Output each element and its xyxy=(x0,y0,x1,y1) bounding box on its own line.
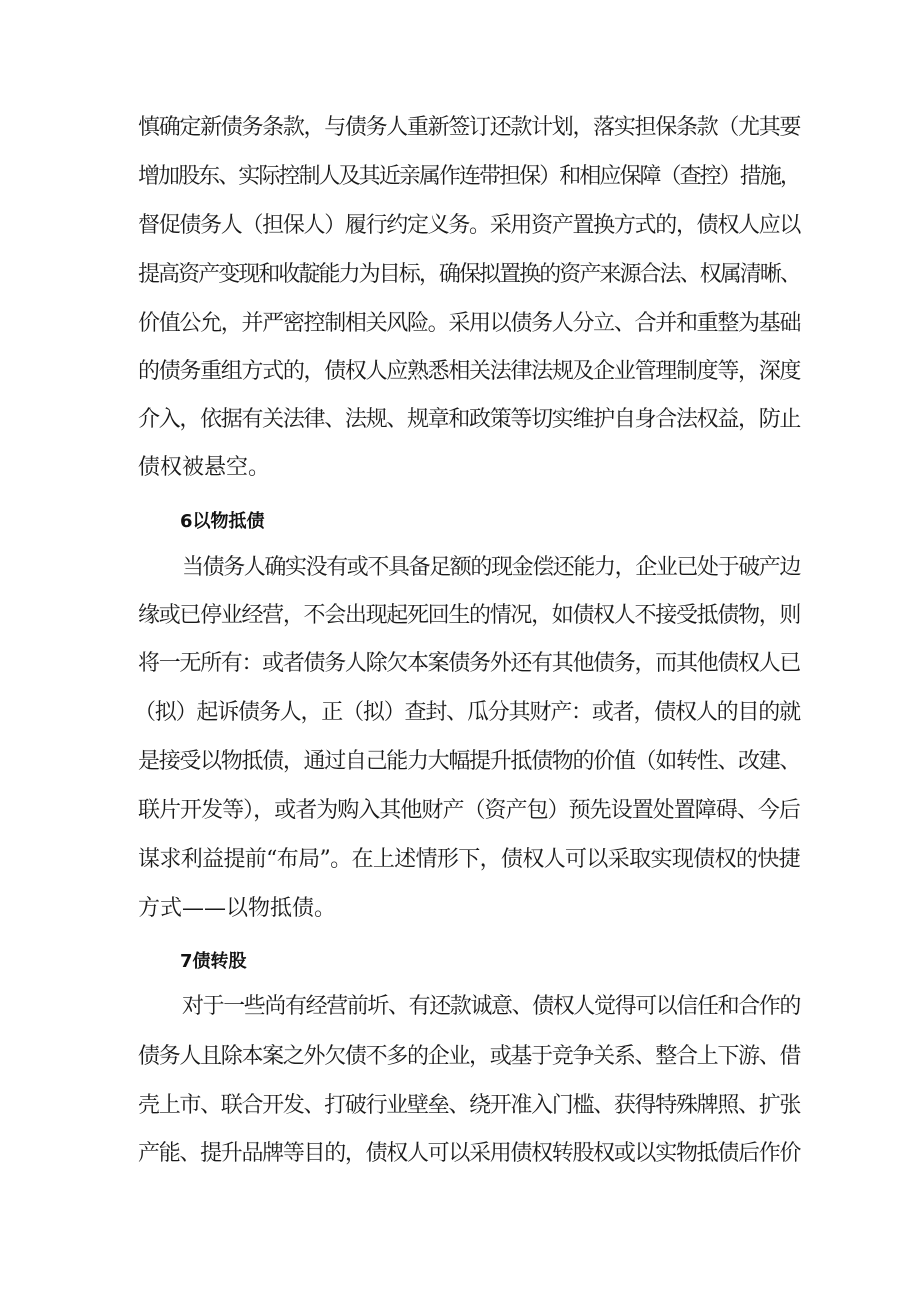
paragraph-line xyxy=(0,987,920,1027)
text: （拟）起诉债务人，正（拟）查封、瓜分其财产：或者，债权人的目的就 xyxy=(134,700,800,725)
paragraph-line xyxy=(0,1134,920,1174)
paragraph-line xyxy=(0,304,920,344)
paragraph-line xyxy=(0,448,920,488)
paragraph-line xyxy=(0,255,920,295)
text: 债务人且除本案之外欠债不多的企业，或基于竞争关系、整合上下游、借 xyxy=(138,1044,801,1069)
paragraph-line xyxy=(0,596,920,636)
text: 当债务人确实没有或不具备足额的现金偿还能力，企业已处于破产边 xyxy=(182,555,801,580)
text: 谋求利益提前“布局”。在上述情形下，债权人可以采取实现债权的快捷 xyxy=(138,847,801,872)
paragraph-line xyxy=(0,548,920,588)
text: 产能、提升品牌等目的，债权人可以采用债权转股权或以实物抵债后作价 xyxy=(138,1141,801,1166)
text: 提高资产变现和收靛能力为目标，确保拟置换的资产来源合法、权属清晰、 xyxy=(138,262,800,287)
paragraph-line xyxy=(0,742,920,782)
paragraph-line xyxy=(0,157,920,197)
paragraph-line xyxy=(0,108,920,148)
paragraph-line xyxy=(0,1037,920,1077)
paragraph-line xyxy=(0,400,920,440)
paragraph-line xyxy=(0,644,920,684)
paragraph-line xyxy=(0,352,920,392)
text: 壳上市、联合开发、打破行业壁垒、绕开准入门槛、获得特殊牌照、扩张 xyxy=(138,1093,801,1118)
text: 价值公允，并严密控制相关风险。采用以债务人分立、合并和重整为基础 xyxy=(138,311,801,336)
text: 债权被悬空。 xyxy=(138,455,271,480)
text: 对于一些尚有经营前圻、有还款诚意、债权人觉得可以信任和合作的 xyxy=(182,994,801,1019)
paragraph-line xyxy=(0,1086,920,1126)
section-heading: 6以物抵债 xyxy=(180,511,265,532)
text: 增加股东、实际控制人及其近亲属作连带担保）和相应保障（查控）措施， xyxy=(138,164,800,189)
paragraph-line xyxy=(0,693,920,733)
paragraph-line xyxy=(0,889,920,929)
section-heading: 7债转股 xyxy=(180,951,247,972)
text: 是接受以物抵债，通过自己能力大幅提升抵债物的价值（如转性、改建、 xyxy=(138,749,801,774)
paragraph-line xyxy=(0,206,920,246)
paragraph-line xyxy=(0,840,920,880)
text: 将一无所有：或者债务人除欠本案债务外还有其他债务，而其他债权人已 xyxy=(138,651,801,676)
text: 慎确定新债务条款，与债务人重新签订还款计划，落实担保条款（尤其要 xyxy=(138,115,801,140)
text: 方式——以物抵债。 xyxy=(138,896,337,921)
paragraph-line xyxy=(0,791,920,831)
text: 的债务重组方式的，债权人应熟悉相关法律法规及企业管理制度等，深度 xyxy=(138,359,801,384)
text: 介入，依据有关法律、法规、规章和政策等切实维护自身合法权益，防止 xyxy=(138,407,801,432)
text: 缘或已停业经营，不会出现起死回生的情况，如债权人不接受抵债物，则 xyxy=(138,603,801,628)
text: 联片开发等），或者为购入其他财产（资产包）预先设置处置障碍、今后 xyxy=(138,798,800,823)
text: 督促债务人（担保人）履行约定义务。采用资产置换方式的，债权人应以 xyxy=(138,213,801,238)
